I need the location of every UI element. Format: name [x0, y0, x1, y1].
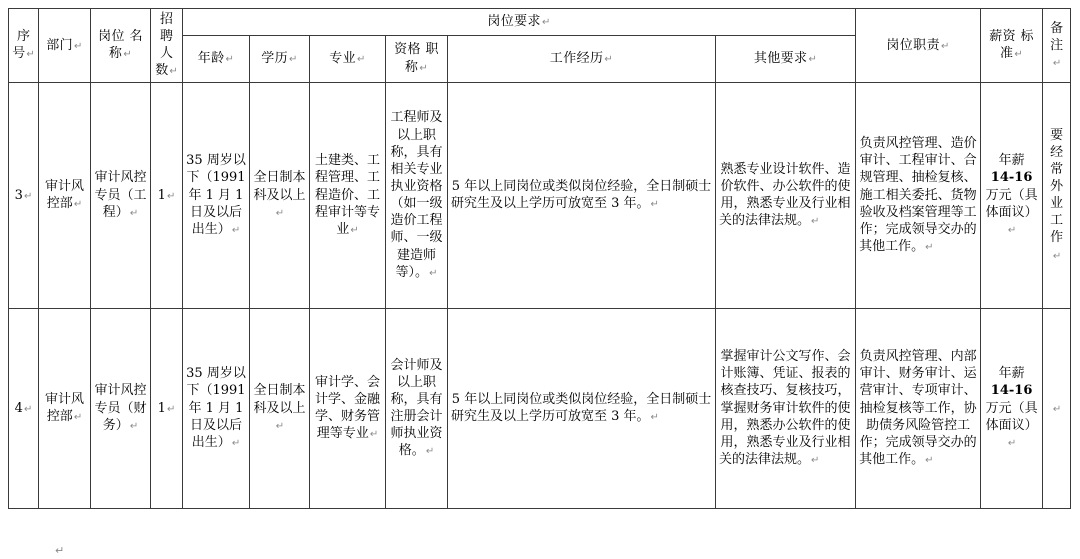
pilcrow-mark: ↵ [350, 224, 359, 236]
cell-education-value: 全日制本科及以上 [253, 170, 306, 203]
cell-experience-value: 5 年以上同岗位或类似岗位经验，全日制硕士研究生及以上学历可放宽至 3 年。 [451, 391, 712, 425]
cell-salary-line2: 14-16 [990, 170, 1033, 186]
header-hire-count-label: 招 聘 人 数 [155, 12, 173, 79]
cell-other [716, 82, 856, 308]
pilcrow-mark: ↵ [808, 54, 818, 65]
header-duties [856, 9, 981, 83]
pilcrow-mark: ↵ [23, 403, 33, 415]
header-post-name [91, 9, 151, 83]
cell-duties-value: 负责风控管理、内部审计、财务审计、运营审计、专项审计、抽检复核等工作，协助债务风险管控工作；完成领导交办的其他工作。 [859, 349, 977, 468]
cell-qualification-value: 会计师及以上职称，具有注册会计师执业资格。 [390, 357, 443, 459]
pilcrow-mark: ↵ [1014, 49, 1024, 61]
pilcrow-mark: ↵ [231, 224, 241, 236]
cell-seq [9, 82, 39, 308]
cell-hire-count-value: 1 [157, 187, 166, 203]
pilcrow-mark: ↵ [429, 267, 438, 279]
cell-age-value: 35 周岁以下（1991 年 1 月 1 日及以后出生） [186, 153, 246, 237]
recruitment-table [8, 8, 1071, 509]
cell-seq-value: 3 [14, 187, 23, 203]
cell-qualification [386, 308, 448, 508]
cell-other-value: 熟悉专业设计软件、造价软件、办公软件的使用，熟悉专业及行业相关的法律法规。 [719, 161, 851, 229]
header-age [183, 35, 250, 82]
pilcrow-mark: ↵ [231, 437, 241, 449]
pilcrow-mark: ↵ [925, 242, 934, 254]
header-note-label: 备 注 [1050, 20, 1064, 53]
cell-duties [856, 82, 981, 308]
header-qualification-label: 资格 职称 [394, 42, 439, 75]
cell-dept [39, 308, 91, 508]
header-education [250, 35, 310, 82]
pilcrow-mark: ↵ [289, 54, 298, 65]
cell-experience [448, 308, 716, 508]
cell-major [310, 308, 386, 508]
cell-experience-value: 5 年以上同岗位或类似岗位经验，全日制硕士研究生及以上学历可放宽至 3 年。 [451, 178, 712, 212]
header-job-requirements [183, 9, 856, 36]
cell-note-value: 要经常外业工作 [1050, 127, 1064, 246]
pilcrow-mark: ↵ [129, 207, 139, 219]
cell-seq-value: 4 [14, 400, 23, 416]
pilcrow-mark: ↵ [650, 412, 659, 424]
cell-post-name-value: 审计风控专员（财务） [94, 383, 147, 433]
pilcrow-mark: ↵ [166, 190, 176, 202]
cell-salary-line1: 年薪 [998, 153, 1025, 169]
cell-hire-count [151, 82, 183, 308]
pilcrow-mark: ↵ [225, 54, 235, 65]
cell-qualification [386, 82, 448, 308]
pilcrow-mark: ↵ [357, 54, 366, 65]
pilcrow-mark: ↵ [275, 207, 285, 219]
cell-post-name [91, 308, 151, 508]
header-post-name-label: 岗位 名称 [98, 29, 143, 62]
table-header [9, 9, 1071, 83]
pilcrow-mark: ↵ [1052, 403, 1062, 415]
header-salary [981, 9, 1043, 83]
cell-education-value: 全日制本科及以上 [253, 383, 306, 416]
cell-duties [856, 308, 981, 508]
header-major [310, 35, 386, 82]
pilcrow-mark: ↵ [1052, 250, 1062, 262]
header-seq [9, 9, 39, 83]
table-body [9, 82, 1071, 508]
header-row-top [9, 9, 1071, 36]
pilcrow-mark: ↵ [73, 199, 83, 211]
cell-post-name [91, 82, 151, 308]
cell-salary-line3: 万元（具体面议） [985, 400, 1038, 433]
header-hire-count [151, 9, 183, 83]
header-other-label: 其他要求 [753, 51, 808, 66]
header-education-label: 学历 [261, 51, 289, 66]
pilcrow-mark: ↵ [419, 62, 429, 74]
header-job-requirements-label: 岗位要求 [487, 14, 541, 30]
header-dept-label: 部门 [46, 37, 74, 53]
cell-dept-value: 审计风控部 [44, 391, 84, 425]
cell-salary-line3: 万元（具体面议） [985, 187, 1038, 220]
pilcrow-mark: ↵ [23, 190, 33, 202]
header-qualification [386, 35, 448, 82]
pilcrow-mark: ↵ [74, 40, 83, 52]
header-age-label: 年龄 [197, 51, 225, 66]
table-row [9, 308, 1071, 508]
cell-other [716, 308, 856, 508]
pilcrow-mark: ↵ [650, 199, 659, 211]
pilcrow-mark: ↵ [169, 66, 178, 78]
cell-major-value: 审计学、会计学、金融学、财务管理等专业 [314, 374, 380, 442]
header-dept [39, 9, 91, 83]
pilcrow-mark: ↵ [275, 420, 285, 432]
cell-age-value: 35 周岁以下（1991 年 1 月 1 日及以后出生） [186, 366, 246, 450]
pilcrow-mark: ↵ [811, 455, 820, 467]
pilcrow-mark: ↵ [166, 403, 176, 415]
header-other [716, 35, 856, 82]
cell-salary [981, 82, 1043, 308]
trailing-paragraph-mark: ↵ [55, 544, 65, 557]
pilcrow-mark: ↵ [1007, 437, 1017, 449]
cell-major [310, 82, 386, 308]
cell-salary [981, 308, 1043, 508]
cell-other-value: 掌握审计公文写作、会计账簿、凭证、报表的核查技巧、复核技巧，掌握财务审计软件的使用，熟悉办公软件的使用，熟悉专业及行业相关的法律法规。 [719, 349, 851, 468]
pilcrow-mark: ↵ [1007, 224, 1017, 236]
cell-post-name-value: 审计风控专员（工程） [94, 170, 147, 220]
header-experience [448, 35, 716, 82]
pilcrow-mark: ↵ [1052, 57, 1062, 69]
pilcrow-mark: ↵ [73, 412, 83, 424]
pilcrow-mark: ↵ [369, 429, 379, 441]
cell-dept [39, 82, 91, 308]
cell-salary-line2: 14-16 [990, 383, 1033, 399]
pilcrow-mark: ↵ [811, 216, 820, 228]
header-duties-label: 岗位职责 [886, 37, 940, 53]
pilcrow-mark: ↵ [129, 420, 139, 432]
cell-note [1043, 308, 1071, 508]
pilcrow-mark: ↵ [925, 455, 934, 467]
pilcrow-mark: ↵ [604, 54, 614, 65]
pilcrow-mark: ↵ [541, 17, 551, 29]
header-note [1043, 9, 1071, 83]
cell-education [250, 308, 310, 508]
cell-qualification-value: 工程师及以上职称，具有相关专业执业资格（如一级造价工程师、一级建造师等）。 [390, 110, 443, 280]
cell-age [183, 82, 250, 308]
table-row [9, 82, 1071, 308]
cell-duties-value: 负责风控管理、造价审计、工程审计、合规管理、抽检复核、施工相关委托、货物验收及档案管理等工作；完成领导交办的其他工作。 [859, 136, 977, 255]
cell-seq [9, 308, 39, 508]
header-major-label: 专业 [329, 51, 357, 66]
header-salary-label: 薪资 标准 [989, 29, 1034, 62]
cell-dept-value: 审计风控部 [44, 178, 84, 212]
pilcrow-mark: ↵ [123, 49, 133, 61]
cell-hire-count-value: 1 [157, 400, 166, 416]
pilcrow-mark: ↵ [425, 446, 435, 458]
pilcrow-mark: ↵ [940, 40, 950, 52]
pilcrow-mark: ↵ [26, 49, 35, 61]
cell-age [183, 308, 250, 508]
cell-salary-line1: 年薪 [998, 366, 1025, 382]
cell-major-value: 土建类、工程管理、工程造价、工程审计等专业 [314, 153, 380, 237]
cell-hire-count [151, 308, 183, 508]
header-experience-label: 工作经历 [549, 51, 604, 66]
cell-education [250, 82, 310, 308]
cell-experience [448, 82, 716, 308]
cell-note [1043, 82, 1071, 308]
header-seq-label: 序 号 [12, 29, 30, 62]
